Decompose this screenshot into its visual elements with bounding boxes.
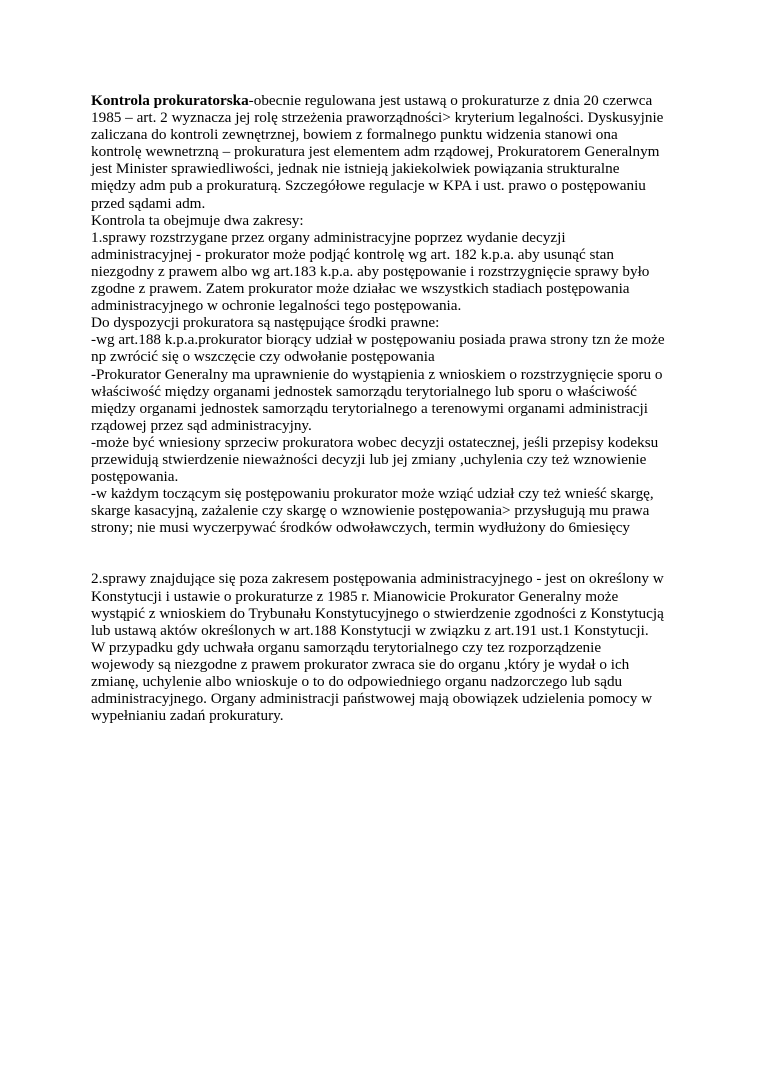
- paragraph-line: między adm pub a prokuraturą. Szczegółowe regulacje w KPA i ust. prawo o postępowaniu: [91, 177, 646, 195]
- paragraph-text: -obecnie regulowana jest ustawą o prokuraturze z dnia 20 czerwca: [248, 92, 653, 109]
- paragraph-line: -może być wniesiony sprzeciw prokuratora wobec decyzji ostatecznej, jeśli przepisy kodeksu: [91, 433, 659, 451]
- paragraph-line: rządowej przez sąd administracyjny.: [91, 416, 312, 434]
- paragraph-line: Do dyspozycji prokuratora są następujące środki prawne:: [91, 314, 440, 332]
- paragraph-line: np zwrócić się o wszczęcie czy odwołanie postępowania: [91, 348, 435, 366]
- paragraph-line: -wg art.188 k.p.a.prokurator biorący udział w postępowaniu posiada prawa strony tzn że może: [91, 331, 665, 349]
- paragraph-line: lub ustawą aktów określonych w art.188 Konstytucji w związku z art.191 ust.1 Konstytucji.: [91, 621, 649, 639]
- paragraph-line: jest Minister sprawiedliwości, jednak nie istnieją jakiekolwiek powiązania strukturalne: [91, 160, 620, 178]
- paragraph-line: W przypadku gdy uchwała organu samorządu terytorialnego czy tez rozporządzenie: [91, 638, 602, 656]
- paragraph-line: Kontrola ta obejmuje dwa zakresy:: [91, 211, 304, 229]
- paragraph-line: postępowania.: [91, 468, 179, 486]
- paragraph-line: administracyjnego. Organy administracji państwowej mają obowiązek udzielenia pomocy w: [91, 690, 653, 708]
- paragraph-line: kontrolę wewnetrzną – prokuratura jest elementem adm rządowej, Prokuratorem Generalnym: [91, 143, 660, 161]
- paragraph-line: administracyjnej - prokurator może podjąć kontrolę wg art. 182 k.p.a. aby usunąć stan: [91, 245, 614, 263]
- paragraph-line: przewidują stwierdzenie nieważności decyzji lub jej zmiany ,uchylenia czy też wznowienie: [91, 450, 647, 468]
- paragraph-line: między organami jednostek samorządu terytorialnego a terenowymi organami administracji: [91, 399, 648, 417]
- section-2: [91, 570, 681, 724]
- paragraph-line: wystąpić z wnioskiem do Trybunału Konstytucyjnego o stwierdzenie zgodności z Konstytucją: [91, 604, 664, 622]
- paragraph-line: wojewody są niezgodne z prawem prokurator zwraca sie do organu ,który je wydał o ich: [91, 655, 630, 673]
- paragraph-line: 1.sprawy rozstrzygane przez organy administracyjne poprzez wydanie decyzji: [91, 228, 566, 246]
- paragraph-line: Konstytucji i ustawie o prokuraturze z 1985 r. Mianowicie Prokurator Generalny może: [91, 587, 619, 605]
- paragraph-line: zaliczana do kontroli zewnętrznej, bowiem z formalnego punktu widzenia stanowi ona: [91, 126, 618, 144]
- paragraph-line: wypełnianiu zadań prokuratury.: [91, 707, 284, 725]
- document-page: [91, 92, 681, 724]
- paragraph-line: zmianę, uchylenie albo wnioskuje o to do odpowiedniego organu nadzorczego lub sądu: [91, 673, 623, 690]
- heading-bold: Kontrola prokuratorska: [91, 92, 249, 109]
- paragraph-line: właściwość między organami jednostek samorządu terytorialnego lub sporu o właściwość: [91, 382, 637, 400]
- section-1: [91, 109, 681, 536]
- paragraph-line: niezgodny z prawem albo wg art.183 k.p.a. aby postępowanie i rozstrzygnięcie sprawy było: [91, 262, 650, 280]
- paragraph-line: strony; nie musi wyczerpywać środków odwoławczych, termin wydłużony do 6miesięcy: [91, 519, 631, 537]
- paragraph-line: [91, 92, 681, 109]
- paragraph-line: skarge kasacyjną, zażalenie czy skargę o wznowienie postępowania> przysługują mu prawa: [91, 502, 650, 520]
- paragraph-line: -w każdym toczącym się postępowaniu prokurator może wziąć udział czy też wnieść skargę,: [91, 485, 654, 503]
- paragraph-line: przed sądami adm.: [91, 194, 206, 212]
- paragraph-line: administracyjnego w ochronie legalności tego postępowania.: [91, 297, 462, 315]
- paragraph-line: 1985 – art. 2 wyznacza jej rolę strzeżenia praworządności> kryterium legalności. Dyskusyjnie: [91, 109, 664, 127]
- blank-space: [91, 536, 681, 570]
- paragraph-line: 2.sprawy znajdujące się poza zakresem postępowania administracyjnego - jest on określony w: [91, 570, 664, 588]
- paragraph-line: zgodne z prawem. Zatem prokurator może działac we wszystkich stadiach postępowania: [91, 280, 630, 298]
- paragraph-line: -Prokurator Generalny ma uprawnienie do wystąpienia z wnioskiem o rozstrzygnięcie sporu o: [91, 365, 663, 383]
